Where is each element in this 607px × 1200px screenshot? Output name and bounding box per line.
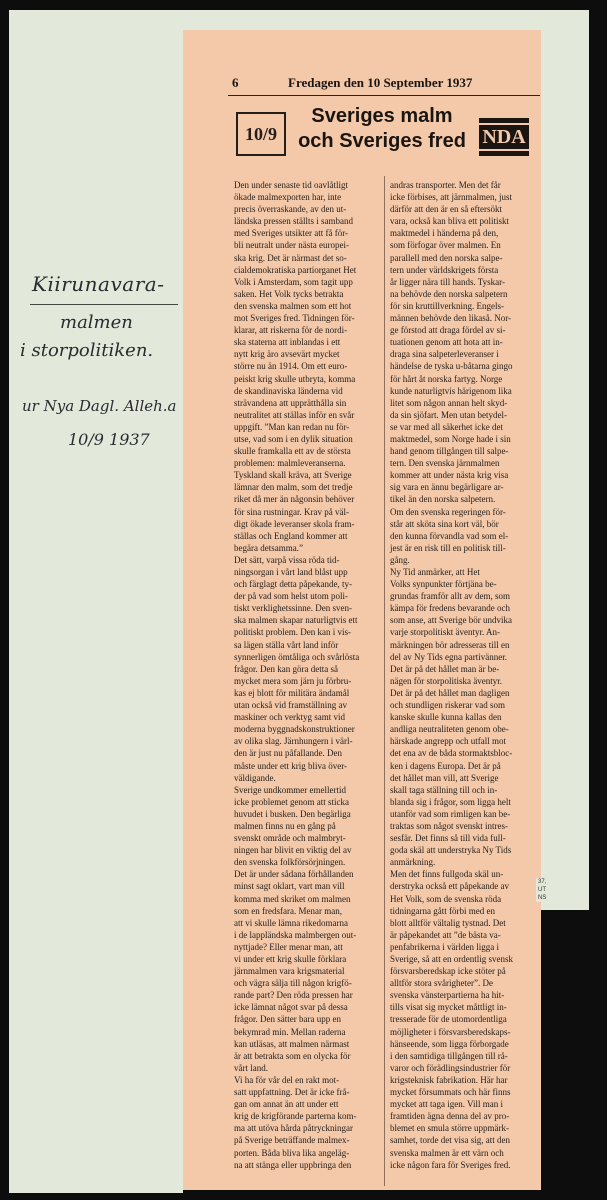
article-line: framtiden ägna denna del av pro-: [390, 1111, 510, 1122]
article-line: hänseende, som ligga förborgade: [390, 1038, 509, 1049]
headline-line-1: Sveriges malm: [311, 105, 453, 127]
article-line: den svenska folkförsörjningen.: [234, 857, 346, 868]
stub-line: NS: [538, 895, 547, 901]
article-line: står att sköta sina kort väl, bör: [390, 518, 499, 529]
article-line: mycket mera som järn ju förbru-: [234, 675, 352, 686]
article-line: Det är under sådana förhållanden: [234, 869, 354, 880]
headline-line-2: och Sveriges fred: [298, 130, 466, 152]
article-line: och vägra sälja till någon krigfö-: [234, 978, 352, 989]
article-line: andliga neutraliteten genom obe-: [390, 724, 509, 735]
article-line: ska malmen skapar naturligtvis ett: [234, 615, 358, 626]
article-line: kas ej blott för militära ändamål: [234, 687, 350, 698]
date-stamp-box: [236, 112, 286, 156]
article-line: krigsteknisk fabrikation. Här har: [390, 1074, 508, 1085]
article-line: nägen för storpolitiska äventyr.: [390, 675, 502, 686]
article-line: satt uppfattning. Det är icke frå-: [234, 1087, 350, 1098]
article-line: da sin sjöfart. Men utan betydel-: [390, 409, 507, 420]
article-line: bekymrad min. Mellan raderna: [234, 1026, 346, 1037]
article-line: Om den svenska regeringen för-: [390, 506, 506, 517]
article-line: varje storpolitiskt äventyr. An-: [390, 627, 500, 638]
article-line: na behövde den norska salpetern: [390, 288, 508, 299]
article-line: icke någon fara för Sveriges fred.: [390, 1159, 511, 1170]
article-line: Den under senaste tid oavlåtligt: [234, 180, 348, 190]
article-line: lämnar den malm, som det tredje: [234, 482, 353, 493]
article-line: kunde naturligtvis härigenom lika: [390, 385, 512, 396]
handwritten-date: 10/9 1937: [68, 430, 150, 449]
handwritten-title-line-1: Kiirunavara-: [32, 272, 165, 296]
article-line: uppgift. ”Man kan redan nu för-: [234, 421, 350, 432]
article-line: det ena av de båda stormaktsbloc-: [390, 748, 513, 759]
article-line: tern under världskrigets första: [390, 264, 499, 275]
masthead-date: Fredagen den 10 September 1937: [288, 75, 473, 90]
article-line: saken. Het Volk tycks betrakta: [234, 288, 344, 299]
article-line: svenskt område och malmbryt-: [234, 833, 346, 844]
article-line: porten. Båda bliva lika angeläg-: [234, 1147, 350, 1158]
article-line: precis överraskande, av den ut-: [234, 204, 347, 215]
article-line: bli neutralt under nästa europei-: [234, 240, 349, 251]
column-divider: [384, 176, 385, 1186]
adjacent-clipping-stub: [536, 878, 558, 902]
article-line: digt ökade leveranser skola fram-: [234, 518, 355, 529]
article-line: traktas som något svenskt intres-: [390, 820, 508, 831]
masthead-rule: [228, 95, 540, 96]
article-line: kommer att under nästa krig visa: [390, 470, 509, 481]
article-line: Vi ha för vår del en rakt mot-: [234, 1074, 340, 1085]
stub-line: 37,: [538, 879, 547, 885]
article-line: de skandinaviska länderna vid: [234, 385, 343, 396]
article-line: na att stänga eller uppbringa den: [234, 1159, 352, 1170]
article-line: politiskt problem. Den kan i vis-: [234, 627, 351, 638]
article-line: peiskt krig skulle utbryta, komma: [234, 373, 356, 384]
article-line: blanda sig i frågor, som ligga helt: [390, 796, 511, 807]
article-line: tikel än den norska salpetern.: [390, 494, 496, 505]
article-line: skall taga ställning till och in-: [390, 784, 498, 795]
article-line: ge förstod att draga fördel av si-: [390, 325, 506, 336]
article-line: varor och förädlingsindustrier för: [390, 1062, 511, 1073]
article-line: som en fredsfara. Menar man,: [234, 905, 342, 916]
article-line: klarar, att riskerna för de nordi-: [234, 325, 348, 336]
article-line: skulle framkalla ett av de största: [234, 446, 351, 457]
article-line: Det är på det hållet man dagligen: [390, 687, 510, 698]
article-line: mycket försummats och här finns: [390, 1087, 511, 1098]
article-line: den är just nu påfallande. Den: [234, 748, 342, 759]
article-line: sa lägen ställa vårt land inför: [234, 639, 339, 650]
article-line: tuationen genom att hota att in-: [390, 337, 503, 348]
article-line: anmärkning.: [390, 857, 436, 868]
article-line: männen behövde den likaså. Nor-: [390, 313, 512, 324]
handwritten-underline: [30, 304, 178, 305]
article-line: år ligger nära till hands. Tyskar-: [390, 276, 505, 287]
handwritten-source: ur Nya Dagl. Alleh.a: [22, 397, 177, 415]
article-line: sesfär. Det finns så till vida full-: [390, 833, 506, 844]
article-line: svenska vänsterpartierna ha hit-: [390, 990, 505, 1001]
article-line: möjligheter i försvarsberedskaps-: [390, 1026, 511, 1037]
article-line: tern. Den svenska järnmalmen: [390, 458, 500, 469]
article-line: utse, vad som i en dylik situation: [234, 433, 353, 444]
article-line: huvudet i busken. Den begärliga: [234, 808, 351, 819]
article-line: för sina rustningar. Krav på väl-: [234, 506, 349, 517]
article-line: som anse, att Sverige bör undvika: [390, 615, 512, 626]
article-line: draga sina salpeterleveranser i: [390, 349, 499, 360]
article-line: strävandena att upprätthålla sin: [234, 397, 347, 408]
article-line: jest är en risk till en politisk till-: [390, 542, 506, 553]
article-line: den kunna förvandla vad som el-: [390, 530, 509, 541]
article-line: blemet en smula större uppmärk-: [390, 1123, 509, 1134]
article-line: med Sveriges utsikter att få för-: [234, 228, 349, 239]
article-line: icke problemet genom att sticka: [234, 796, 349, 807]
article-line: minst sagt oklart, vart man vill: [234, 881, 345, 892]
article-line: ökade malmexporten har, inte: [234, 192, 342, 203]
article-line: hand genom tillgången till salpe-: [390, 446, 509, 457]
article-line: se var med all säkerhet icke det: [390, 421, 503, 432]
article-line: utan också vid framställning av: [234, 700, 347, 711]
article-line: därför att den är en så eftersökt: [390, 204, 502, 215]
article-right-column: [390, 179, 536, 1171]
article-left-column: [234, 179, 376, 1171]
article-line: andras transporter. Men det får: [390, 180, 501, 190]
article-line: på Sverige beträffande malmex-: [234, 1135, 350, 1146]
handwritten-title-line-3: i storpolitiken.: [20, 340, 154, 361]
article-line: litet som någon annan helt skyd-: [390, 397, 508, 408]
article-line: riket då mer än någonsin behöver: [234, 494, 355, 505]
article-line: kan utläsas, att malmen närmast: [234, 1038, 350, 1049]
nda-logo-text: NDA: [477, 123, 530, 151]
article-line: ska krig. Det är närmast det so-: [234, 252, 347, 263]
article-line: Ny Tid anmärker, att Het: [390, 567, 480, 577]
article-line: cialdemokratiska partiorganet Het: [234, 264, 357, 275]
article-line: rande part? Den röda pressen har: [234, 990, 353, 1001]
article-line: kanske skulle kunna kallas den: [390, 712, 502, 723]
article-line: det hållet man vill, att Sverige: [390, 772, 499, 783]
article-line: Det sätt, varpå vissa röda tid-: [234, 554, 340, 565]
article-line: neutralitet att ställas inför en svår: [234, 409, 355, 420]
article-line: som förfogar över malmen. En: [390, 240, 501, 251]
article-line: nyttjade? Eller menar man, att: [234, 941, 343, 952]
article-line: tiskt verklighetssinne. Den sven-: [234, 603, 352, 614]
page-number: 6: [232, 75, 239, 90]
date-stamp-text: 10/9: [244, 123, 277, 144]
article-line: nytt krig äro avsevärt mycket: [234, 349, 340, 360]
masthead: [230, 75, 540, 93]
article-line: utanför vad som rimligen kan be-: [390, 808, 511, 819]
article-line: kämpa för fredens bevarande och: [390, 603, 510, 614]
article-line: svenska malmen är ett värn och: [390, 1147, 504, 1158]
article-line: Tyskland skall kräva, att Sverige: [234, 470, 352, 481]
article-line: Sverige undkommer emellertid: [234, 784, 346, 795]
article-line: märkningen bör adresseras till en: [390, 639, 510, 650]
article-line: måste under ett krig bliva över-: [234, 760, 348, 771]
article-line: Het Volk, som de svenska röda: [390, 893, 502, 904]
article-line: gan om annat än att under ett: [234, 1099, 339, 1110]
article-line: för hårt åt norska fartyg. Norge: [390, 373, 503, 384]
article-line: tresserade för de utomordentliga: [390, 1014, 507, 1025]
article-line: der på vad som helst utom poli-: [234, 591, 348, 602]
article-line: mot Sveriges fred. Tidningen för-: [234, 313, 355, 324]
article-line: väldigande.: [234, 772, 276, 783]
article-line: sig vara en ännu begärligare ar-: [390, 482, 504, 493]
article-line: härskade angrepp och utfall mot: [390, 736, 506, 747]
article-line: är påpekandet att ”de bästa va-: [390, 929, 501, 940]
article-line: synnerligen ömtåliga och svårlösta: [234, 651, 360, 662]
article-line: Men det finns fullgoda skäl un-: [390, 869, 504, 880]
article-line: i den samtidiga tillgången till rå-: [390, 1050, 508, 1061]
article-line: parallell med den norska salpe-: [390, 252, 503, 263]
article-line: moderna byggnadskonstruktioner: [234, 724, 355, 735]
article-line: den svenska malmen som ett hot: [234, 300, 352, 311]
article-line: järnmalmen vara krigsmaterial: [234, 966, 345, 977]
article-line: tidningarna gått förbi med en: [390, 905, 495, 916]
article-line: goda skäl att understryka Ny Tids: [390, 845, 512, 856]
article-line: icke förbises, att järnmalmen, just: [390, 192, 512, 203]
article-line: att vi skulle lämna rikedomarna: [234, 917, 348, 928]
article-line: större nu än 1914. Om ett euro-: [234, 361, 348, 372]
article-line: ken i dagens Europa. Det är på: [390, 760, 501, 771]
article-line: försvarsberedskap icke stöter på: [390, 966, 506, 977]
article-line: problemen: malmleveranserna.: [234, 458, 346, 469]
article-line: derstryka också ett påpekande av: [390, 881, 509, 892]
article-line: maskiner och verktyg samt vid: [234, 712, 345, 723]
article-line: händelse de tyska u-båtarna gingo: [390, 361, 513, 372]
article-line: alltför stora svårigheter”. De: [390, 978, 493, 989]
article-line: begära detsamma.”: [234, 542, 303, 553]
article-line: Sverige, så att en ordentlig svensk: [390, 954, 513, 964]
article-line: Volks synpunkter förtjäna be-: [390, 579, 497, 590]
stub-line: UT: [538, 887, 546, 893]
article-line: del av Ny Tids egna partivänner.: [390, 651, 507, 662]
article-line: tills visat sig mycket måttligt in-: [390, 1002, 507, 1013]
article-line: är att betrakta som en olycka för: [234, 1050, 351, 1061]
article-line: och färglagt detta påpekande, ty-: [234, 579, 353, 590]
nda-logo: [479, 118, 529, 156]
article-line: maktmedel, som Norge hade i sin: [390, 433, 511, 444]
article-line: i de lappländska malmbergen out-: [234, 929, 357, 940]
article-line: blott alltför vältalig tystnad. Det: [390, 917, 506, 928]
article-line: och stundligen riskerar vad som: [390, 700, 505, 711]
article-line: penfabrikerna i världen ligga i: [390, 941, 499, 952]
article-line: mycket att taga igen. Vill man i: [390, 1099, 504, 1110]
article-line: ländska pressen ställts i samband: [234, 216, 353, 227]
article-line: malmen finns nu en gång på: [234, 820, 336, 831]
article-line: frågor. Den sätter bara upp en: [234, 1014, 341, 1025]
archive-card-lower: [9, 910, 183, 1193]
article-line: frågor. Den kan göra detta så: [234, 663, 338, 674]
article-line: ningsorgan i vårt land blåst upp: [234, 567, 348, 577]
article-line: ningen har blivit en viktig del av: [234, 845, 352, 856]
article-line: vi under ett krig skulle förklara: [234, 954, 347, 964]
article-line: av olika slag. Järnhungern i värl-: [234, 736, 353, 747]
article-line: vara, också kan bliva ett politiskt: [390, 216, 509, 227]
article-line: vårt land.: [234, 1062, 268, 1073]
article-line: för sin kruttillverkning. Engels-: [390, 300, 504, 311]
article-line: komma med skriket om malmen: [234, 893, 351, 904]
article-line: ska staterna att inblandas i ett: [234, 337, 341, 348]
background-gap: [541, 910, 589, 1193]
article-line: Det är på det hållet man är be-: [390, 663, 500, 674]
article-line: krig de krigförande parterna kom-: [234, 1111, 357, 1122]
headline: [292, 104, 472, 154]
article-line: grundas framför allt av dem, som: [390, 591, 510, 602]
article-line: ställas och England kommer att: [234, 530, 348, 541]
article-line: ma att utöva hårda påtryckningar: [234, 1123, 353, 1134]
article-line: samhet, torde det visa sig, att den: [390, 1135, 510, 1146]
article-line: maktmedel i händerna på den,: [390, 228, 499, 239]
article-line: Volk i Amsterdam, som tagit upp: [234, 276, 353, 287]
article-line: gång.: [390, 554, 410, 565]
article-line: icke lämnat något svar på dessa: [234, 1002, 348, 1013]
handwritten-title-line-2: malmen: [60, 312, 133, 333]
